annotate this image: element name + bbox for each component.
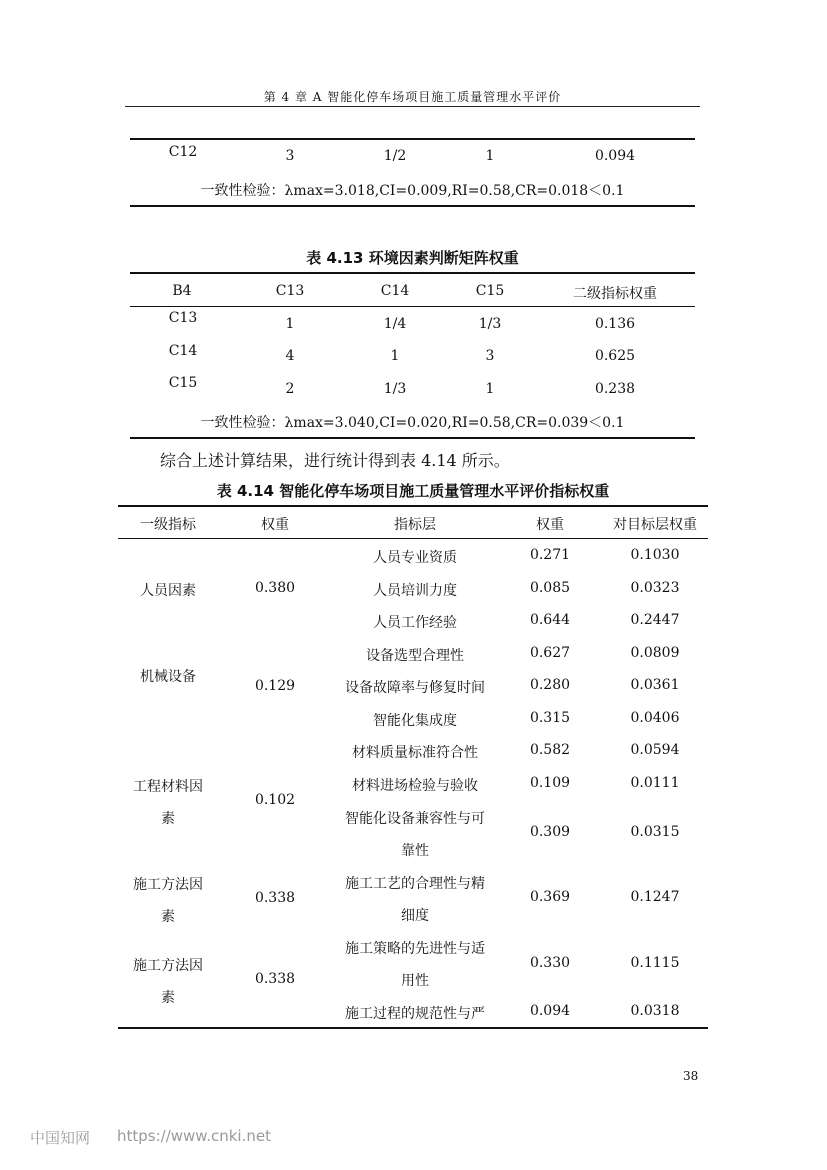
- indicator-target-weight: 0.0406: [630, 710, 680, 726]
- table-4-14-header: 对目标层权重: [613, 517, 697, 533]
- group-name: 人员因素: [140, 583, 196, 599]
- indicator-target-weight: 0.0111: [630, 775, 680, 791]
- table-4-13-header: 二级指标权重: [573, 286, 657, 302]
- indicator-weight: 0.280: [529, 677, 571, 693]
- prev-table-bottom-rule: [130, 205, 695, 207]
- indicator-name: 设备故障率与修复时间: [345, 680, 485, 696]
- table-4-13-caption: 表 4.13 环境因素判断矩阵权重: [306, 249, 519, 267]
- header-divider: [125, 106, 700, 107]
- table-4-13-cell: 4: [285, 348, 295, 364]
- table-4-13-cell: 1: [390, 348, 400, 364]
- indicator-target-weight: 0.0315: [630, 824, 680, 840]
- indicator-name: 施工策略的先进性与适: [345, 941, 485, 957]
- table-4-13-header: C15: [475, 283, 505, 299]
- indicator-name: 材料进场检验与验收: [352, 778, 478, 794]
- table-4-13-header-rule: [130, 306, 695, 307]
- table-4-14-header-rule: [118, 538, 708, 539]
- indicator-target-weight: 0.2447: [630, 612, 680, 628]
- watermark-url: https://www.cnki.net: [117, 1127, 271, 1145]
- group-weight: 0.338: [254, 890, 296, 906]
- indicator-name-continued: 靠性: [401, 843, 429, 859]
- table-4-13-consistency-check: 一致性检验：λmax=3.040,CI=0.020,RI=0.58,CR=0.039＜0.1: [200, 415, 625, 431]
- group-name: 素: [161, 811, 175, 827]
- table-4-13-cell: 1/4: [383, 316, 407, 332]
- group-name: 工程材料因: [133, 779, 203, 795]
- group-name: 机械设备: [140, 669, 196, 685]
- watermark-brand: 中国知网: [30, 1129, 91, 1147]
- group-name: 施工方法因: [133, 877, 203, 893]
- indicator-target-weight: 0.1247: [630, 889, 680, 905]
- table-4-13-header: C13: [275, 283, 305, 299]
- table-4-13-bottom-rule: [130, 437, 695, 439]
- indicator-name: 材料质量标准符合性: [352, 745, 478, 761]
- indicator-target-weight: 0.1115: [630, 955, 680, 971]
- table-4-13-cell: 1/3: [383, 381, 407, 397]
- indicator-weight: 0.109: [529, 775, 571, 791]
- indicator-target-weight: 0.0594: [630, 742, 680, 758]
- prev-table-row-label: C12: [168, 144, 198, 160]
- prev-table-consistency-check: 一致性检验：λmax=3.018,CI=0.009,RI=0.58,CR=0.018＜0.1: [200, 183, 625, 199]
- table-4-14-bottom-rule: [118, 1027, 708, 1029]
- indicator-name-continued: 细度: [401, 908, 429, 924]
- prev-table-cell: 1: [485, 148, 495, 164]
- indicator-weight: 0.315: [529, 710, 571, 726]
- table-4-13-header: C14: [380, 283, 410, 299]
- table-4-14-top-rule: [118, 505, 708, 507]
- table-4-13-cell: 3: [485, 348, 495, 364]
- group-weight: 0.102: [254, 792, 296, 808]
- table-4-13-cell: 0.136: [594, 316, 636, 332]
- table-4-13-cell: 0.238: [594, 381, 636, 397]
- table-4-13-top-rule: [130, 272, 695, 274]
- indicator-name: 人员专业资质: [373, 550, 457, 566]
- prev-table-cell: 0.094: [594, 148, 636, 164]
- table-4-13-row-label: C13: [168, 310, 198, 326]
- group-name: 素: [161, 990, 175, 1006]
- table-4-13-cell: 0.625: [594, 348, 636, 364]
- table-4-13-header: B4: [172, 283, 192, 299]
- table-4-14-header: 权重: [261, 517, 289, 533]
- group-name: 素: [161, 909, 175, 925]
- indicator-target-weight: 0.1030: [630, 547, 680, 563]
- prev-table-cell: 3: [285, 148, 295, 164]
- group-weight: 0.129: [254, 678, 296, 694]
- indicator-target-weight: 0.0809: [630, 645, 680, 661]
- indicator-weight: 0.085: [529, 580, 571, 596]
- indicator-weight: 0.369: [529, 889, 571, 905]
- indicator-target-weight: 0.0323: [630, 580, 680, 596]
- indicator-weight: 0.309: [529, 824, 571, 840]
- group-weight: 0.380: [254, 580, 296, 596]
- indicator-weight: 0.094: [529, 1003, 571, 1019]
- indicator-name: 施工过程的规范性与严: [345, 1006, 485, 1022]
- prev-table-top-rule: [130, 138, 695, 140]
- indicator-name: 人员工作经验: [373, 615, 457, 631]
- indicator-name-continued: 用性: [401, 973, 429, 989]
- prev-table-cell: 1/2: [383, 148, 407, 164]
- indicator-weight: 0.627: [529, 645, 571, 661]
- table-4-13-cell: 1: [485, 381, 495, 397]
- table-4-14-caption: 表 4.14 智能化停车场项目施工质量管理水平评价指标权重: [216, 482, 610, 500]
- indicator-name: 智能化设备兼容性与可: [345, 811, 485, 827]
- indicator-name: 设备选型合理性: [366, 648, 464, 664]
- indicator-name: 施工工艺的合理性与精: [345, 876, 485, 892]
- table-4-13-row-label: C15: [168, 375, 198, 391]
- indicator-weight: 0.644: [529, 612, 571, 628]
- table-4-13-row-label: C14: [168, 343, 198, 359]
- table-4-13-cell: 1: [285, 316, 295, 332]
- group-weight: 0.338: [254, 971, 296, 987]
- indicator-name: 智能化集成度: [373, 713, 457, 729]
- indicator-name: 人员培训力度: [373, 583, 457, 599]
- group-name: 施工方法因: [133, 958, 203, 974]
- indicator-target-weight: 0.0318: [630, 1003, 680, 1019]
- indicator-weight: 0.582: [529, 742, 571, 758]
- table-4-13-cell: 1/3: [478, 316, 502, 332]
- table-4-13-cell: 2: [285, 381, 295, 397]
- indicator-target-weight: 0.0361: [630, 677, 680, 693]
- running-header: 第 4 章 A 智能化停车场项目施工质量管理水平评价: [263, 90, 562, 104]
- indicator-weight: 0.330: [529, 955, 571, 971]
- table-4-14-header: 一级指标: [140, 517, 196, 533]
- indicator-weight: 0.271: [529, 547, 571, 563]
- table-4-14-header: 指标层: [394, 517, 436, 533]
- table-4-14-header: 权重: [536, 517, 564, 533]
- page-number: 38: [683, 1069, 699, 1083]
- summary-paragraph: 综合上述计算结果，进行统计得到表 4.14 所示。: [160, 451, 510, 470]
